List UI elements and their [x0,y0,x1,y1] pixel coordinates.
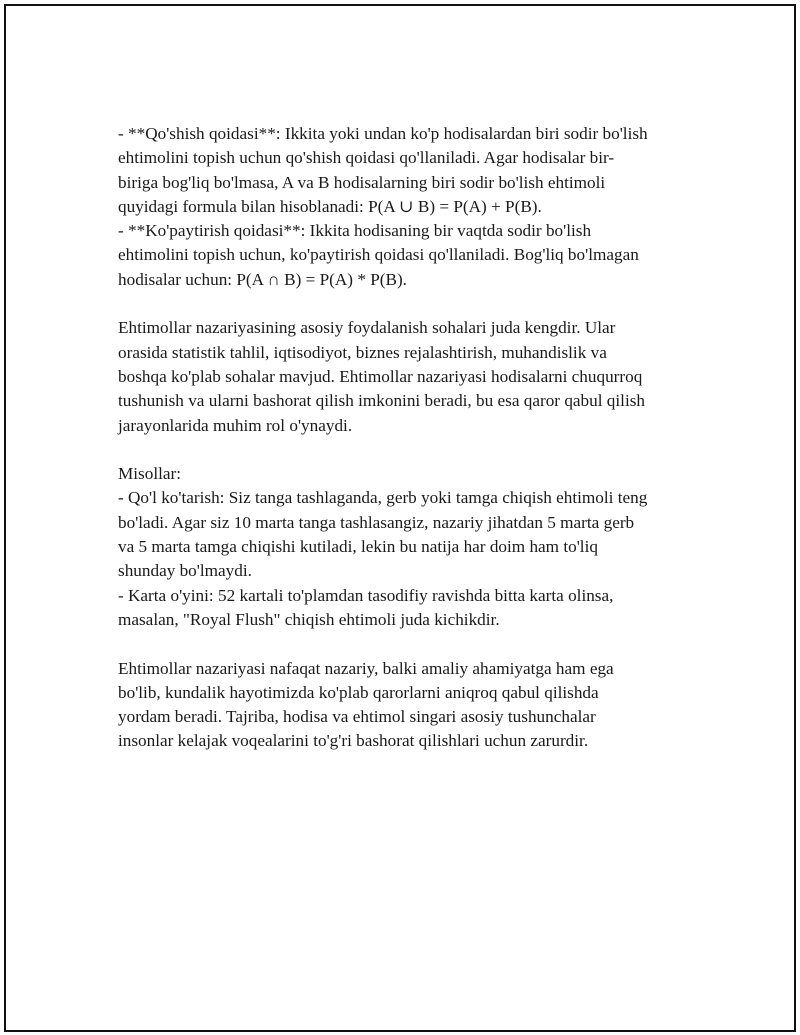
text-line: Ehtimollar nazariyasining asosiy foydalanish sohalari juda kengdir. Ular [118,318,616,338]
text-line: quyidagi formula bilan hisoblanadi: P(A ∪ B) = P(A) + P(B). [118,196,542,216]
text-line: Misollar: [118,464,182,484]
text-line: insonlar kelajak voqealarini to'g'ri bashorat qilishlari uchun zarurdir. [118,731,589,751]
text-line: tushunish va ularni bashorat qilish imkonini beradi, bu esa qaror qabul qilish [118,391,645,411]
text-line: jarayonlarida muhim rol o'ynaydi. [118,415,353,435]
text-line: hodisalar uchun: P(A ∩ B) = P(A) * P(B). [118,269,407,289]
text-line: - Qo'l ko'tarish: Siz tanga tashlaganda, gerb yoki tamga chiqish ehtimoli teng [118,488,648,508]
text-line: yordam beradi. Tajriba, hodisa va ehtimol singari asosiy tushunchalar [118,707,596,727]
text-line: shunday bo'lmaydi. [118,561,252,581]
text-line: bo'ladi. Agar siz 10 marta tanga tashlasangiz, nazariy jihatdan 5 marta gerb [118,512,635,532]
text-line: biriga bog'liq bo'lmasa, A va B hodisalarning biri sodir bo'lish ehtimoli [118,172,606,192]
paragraph-applications [118,316,678,437]
text-line: ehtimolini topish uchun qo'shish qoidasi qo'llaniladi. Agar hodisalar bir- [118,148,615,168]
paragraph-conclusion [118,657,678,754]
text-line: boshqa ko'plab sohalar mavjud. Ehtimollar nazariyasi hodisalarni chuqurroq [118,366,643,386]
text-line: Ehtimollar nazariyasi nafaqat nazariy, balki amaliy ahamiyatga ham ega [118,658,614,678]
paragraph-probability-rules [118,122,678,292]
text-line: va 5 marta tamga chiqishi kutiladi, lekin bu natija har doim ham to'liq [118,537,598,557]
text-line: orasida statistik tahlil, iqtisodiyot, biznes rejalashtirish, muhandislik va [118,342,607,362]
text-line: - **Qo'shish qoidasi**: Ikkita yoki undan ko'p hodisalardan biri sodir bo'lish [118,124,648,143]
paragraph-examples [118,462,678,632]
text-line: masalan, "Royal Flush" chiqish ehtimoli juda kichikdir. [118,609,500,629]
document-page [4,4,796,1032]
text-line: - Karta o'yini: 52 kartali to'plamdan tasodifiy ravishda bitta karta olinsa, [118,585,614,605]
text-line: - **Ko'paytirish qoidasi**: Ikkita hodisaning bir vaqtda sodir bo'lish [118,221,592,241]
document-body [118,122,678,754]
text-line: ehtimolini topish uchun, ko'paytirish qoidasi qo'llaniladi. Bog'liq bo'lmagan [118,245,639,265]
text-line: bo'lib, kundalik hayotimizda ko'plab qarorlarni aniqroq qabul qilishda [118,682,599,702]
